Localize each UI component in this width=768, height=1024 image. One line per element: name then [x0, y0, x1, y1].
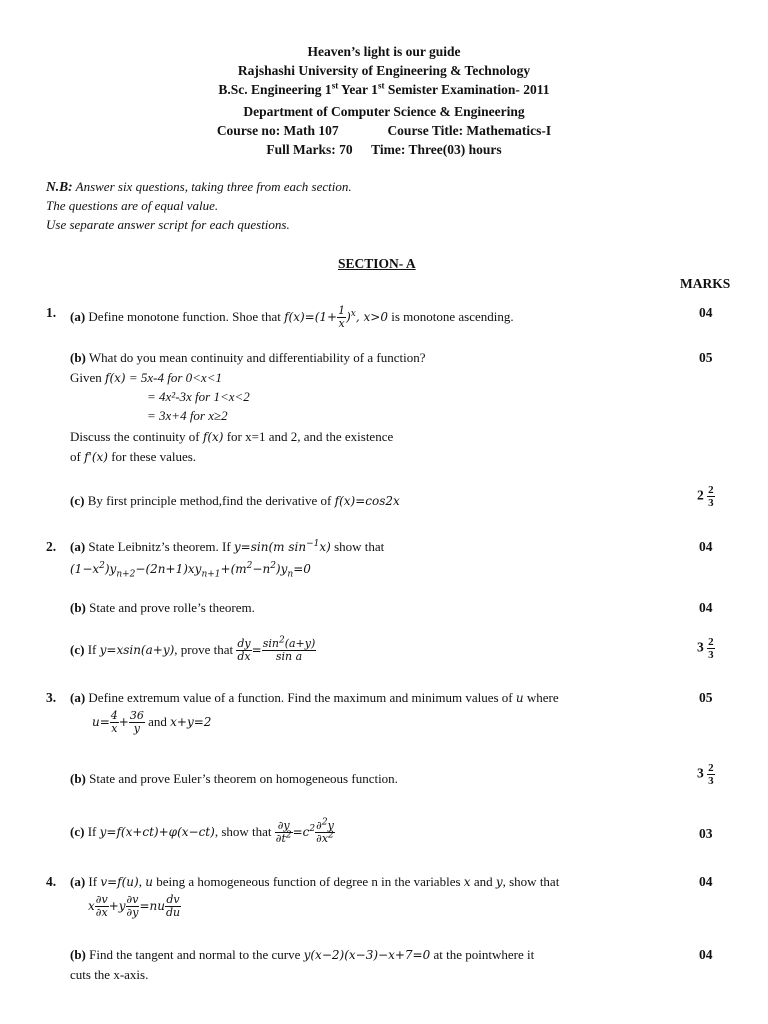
q3c-formula1: y=f(x+ct)+φ(x−ct) — [99, 825, 215, 839]
q2c-line — [70, 635, 316, 663]
q2c-marks-den: 3 — [708, 649, 714, 661]
department: Department of Computer Science & Engineering — [243, 104, 525, 119]
full-marks: Full Marks: 70 — [266, 142, 353, 157]
q2c-formula1: y=xsin(a+y) — [99, 643, 175, 657]
q3c-formula2: $\frac{\partial y}{\partial t^2}$ $=c^2$ $\frac{\partial^2y}{\partial x^2}$ — [275, 817, 334, 845]
q1c-label: (c) — [70, 493, 85, 508]
q4a-x: x — [463, 875, 471, 889]
q2c-text: If — [87, 642, 97, 657]
q2b-text: State and prove rolle’s theorem. — [89, 600, 255, 615]
q1c-marks-num: 2 — [708, 484, 714, 496]
nb-line3: Use separate answer script for each questions. — [46, 217, 290, 232]
q2a-marks: 04 — [699, 539, 713, 554]
q3a-formula1: u= $\frac{4}{x}$ + $\frac{36}{y}$ — [92, 709, 144, 735]
q1a-tail: is monotone ascending. — [391, 309, 514, 324]
q2a-label: (a) — [70, 539, 86, 554]
q2b-line — [70, 600, 255, 616]
q1a-label: (a) — [70, 309, 86, 324]
q3-number: 3. — [46, 690, 57, 705]
q1c-line — [70, 493, 400, 509]
marks-header: MARKS — [680, 276, 731, 291]
q1a-text: Define monotone function. Shoe that — [88, 309, 281, 324]
q2a-text: State Leibnitz’s theorem. If — [88, 539, 231, 554]
q3a-where: where — [526, 690, 559, 705]
q2-number: 2. — [46, 539, 57, 554]
q3b-marks-whole: 3 — [697, 765, 704, 781]
q2c-marks — [697, 636, 715, 661]
q3a-label: (a) — [70, 690, 86, 705]
q1a-line — [70, 305, 514, 330]
q4a-equation: x $\frac{\partial v}{\partial x}$ +y $\frac{\partial v}{\partial y}$ =nu $\frac{dv}{du}$ — [88, 893, 181, 919]
motto: Heaven’s light is our guide — [307, 44, 461, 59]
q1b-fx2: f(x) — [202, 430, 224, 444]
exam-title-sup2: st — [377, 80, 385, 91]
q2c-formula2: $\frac{dy}{dx}$ = $\frac{\sin^2(a+y)}{\text{sin a}}$ — [237, 635, 316, 663]
q3c-mid: , show that — [214, 824, 272, 839]
q1c-formula: f(x)=cos2x — [334, 494, 400, 508]
exam-title — [0, 80, 768, 99]
exam-title-prefix: B.Sc. Engineering 1 — [218, 82, 332, 97]
exam-time: Time: Three(03) hours — [371, 142, 502, 157]
q3b-line — [70, 771, 398, 787]
q1b-case1: = 5x-4 for 0<x<1 — [128, 370, 222, 385]
q3c-label: (c) — [70, 824, 85, 839]
q3b-marks-den: 3 — [708, 775, 714, 787]
q3a-formula2: x+y=2 — [170, 715, 212, 729]
course-no: Course no: Math 107 — [216, 123, 339, 138]
q2c-marks-num: 2 — [708, 636, 714, 648]
q3b-marks — [697, 762, 715, 787]
q3a-formula-line — [92, 710, 211, 735]
course-line — [0, 121, 768, 140]
q4b-text: Find the tangent and normal to the curve — [89, 947, 301, 962]
q1b-discuss2b: for these values. — [111, 449, 197, 464]
q2a-tail: show that — [334, 539, 385, 554]
q3b-label: (b) — [70, 771, 86, 786]
nb-line1 — [46, 179, 352, 195]
q4a-formula1: v=f(u) — [100, 875, 139, 889]
q1b-fx: f(x) — [105, 371, 126, 385]
q1a-marks: 04 — [699, 305, 713, 320]
q4a-y: y — [495, 875, 503, 889]
q4b-formula: y(x−2)(x−3)−x+7=0 — [303, 948, 431, 962]
q3b-marks-num: 2 — [708, 762, 714, 774]
q1b-case2: = 4x²-3x for 1<x<2 — [147, 389, 250, 404]
q1b-fprime: f'(x) — [84, 450, 108, 464]
q4a-and: and — [473, 874, 493, 889]
q4a-text: If — [88, 874, 98, 889]
exam-title-suffix: Semister Examination- 2011 — [384, 82, 550, 97]
q3a-line — [70, 690, 559, 706]
q4a-tail: , show that — [502, 874, 560, 889]
nb-line2: The questions are of equal value. — [46, 198, 219, 213]
q1b-case3: = 3x+4 for x≥2 — [147, 408, 228, 423]
q1c-text: By first principle method,find the derivative of — [87, 493, 332, 508]
q4a-u: u — [145, 875, 153, 889]
q2a-line — [70, 539, 384, 555]
q1b-line — [70, 350, 425, 366]
section-title: SECTION- A — [338, 256, 416, 271]
q3a-marks: 05 — [699, 690, 713, 705]
q4-number: 4. — [46, 874, 57, 889]
q1c-marks-whole: 2 — [697, 487, 704, 503]
q3a-u: u — [515, 691, 524, 705]
q4b-marks: 04 — [699, 947, 713, 962]
course-title: Course Title: Mathematics-I — [387, 123, 552, 138]
q1b-discuss2a: of — [70, 449, 81, 464]
q1c-marks — [697, 484, 715, 509]
q1a-formula: f(x)=(1+ $\frac{1}{x}$ )$^x$, x>0 — [284, 304, 388, 330]
university-name: Rajshashi University of Engineering & Technology — [237, 63, 531, 78]
q3c-line — [70, 817, 335, 845]
q1b-given: Given — [70, 370, 102, 385]
q1b-given-line — [70, 370, 222, 386]
q1b-discuss-line2 — [70, 449, 196, 465]
q3c-marks: 03 — [699, 826, 713, 841]
q2c-label: (c) — [70, 642, 85, 657]
q3a-and: and — [148, 714, 167, 729]
q4a-line: (a) If v=f(u), u being a homogeneous function of degree n in the variables x and y, show that — [70, 874, 560, 889]
q1b-label: (b) — [70, 350, 86, 365]
q4a-label: (a) — [70, 874, 86, 889]
q1b-discuss1b: for x=1 and 2, and the existence — [226, 429, 394, 444]
marks-time-line — [0, 140, 768, 159]
q1-number: 1. — [46, 305, 57, 320]
exam-title-sup1: st — [331, 80, 339, 91]
q2c-marks-whole: 3 — [697, 639, 704, 655]
q4b-line — [70, 947, 534, 963]
q1b-discuss-line1 — [70, 429, 393, 445]
q3c-text: If — [87, 824, 97, 839]
q1c-marks-den: 3 — [708, 497, 714, 509]
q1b-marks: 05 — [699, 350, 713, 365]
nb-label: N.B: — [46, 179, 73, 194]
q2c-mid: , prove that — [174, 642, 234, 657]
q2a-formula: y=sin(m $\sin^{-1}x$) — [233, 539, 331, 554]
nb-text1: Answer six questions, taking three from each section. — [75, 179, 352, 194]
q4b-tail: at the pointwhere it — [433, 947, 535, 962]
q3b-text: State and prove Euler’s theorem on homogeneous function. — [89, 771, 398, 786]
q4b-line2: cuts the x-axis. — [70, 967, 149, 982]
q4a-marks: 04 — [699, 874, 713, 889]
q2a-equation: $(1-x^2)y_{n+2}-(2n+1)xy_{n+1}+(m^2-n^2)y_n=0$ — [70, 561, 311, 580]
q2b-label: (b) — [70, 600, 86, 615]
q1b-discuss1: Discuss the continuity of — [70, 429, 200, 444]
q4b-label: (b) — [70, 947, 86, 962]
q2b-marks: 04 — [699, 600, 713, 615]
q3a-text: Define extremum value of a function. Find the maximum and minimum values of — [88, 690, 513, 705]
exam-title-mid: Year 1 — [338, 82, 378, 97]
q4a-mid: being a homogeneous function of degree n in the variables — [156, 874, 461, 889]
q1b-text: What do you mean continuity and differentiability of a function? — [88, 350, 426, 365]
